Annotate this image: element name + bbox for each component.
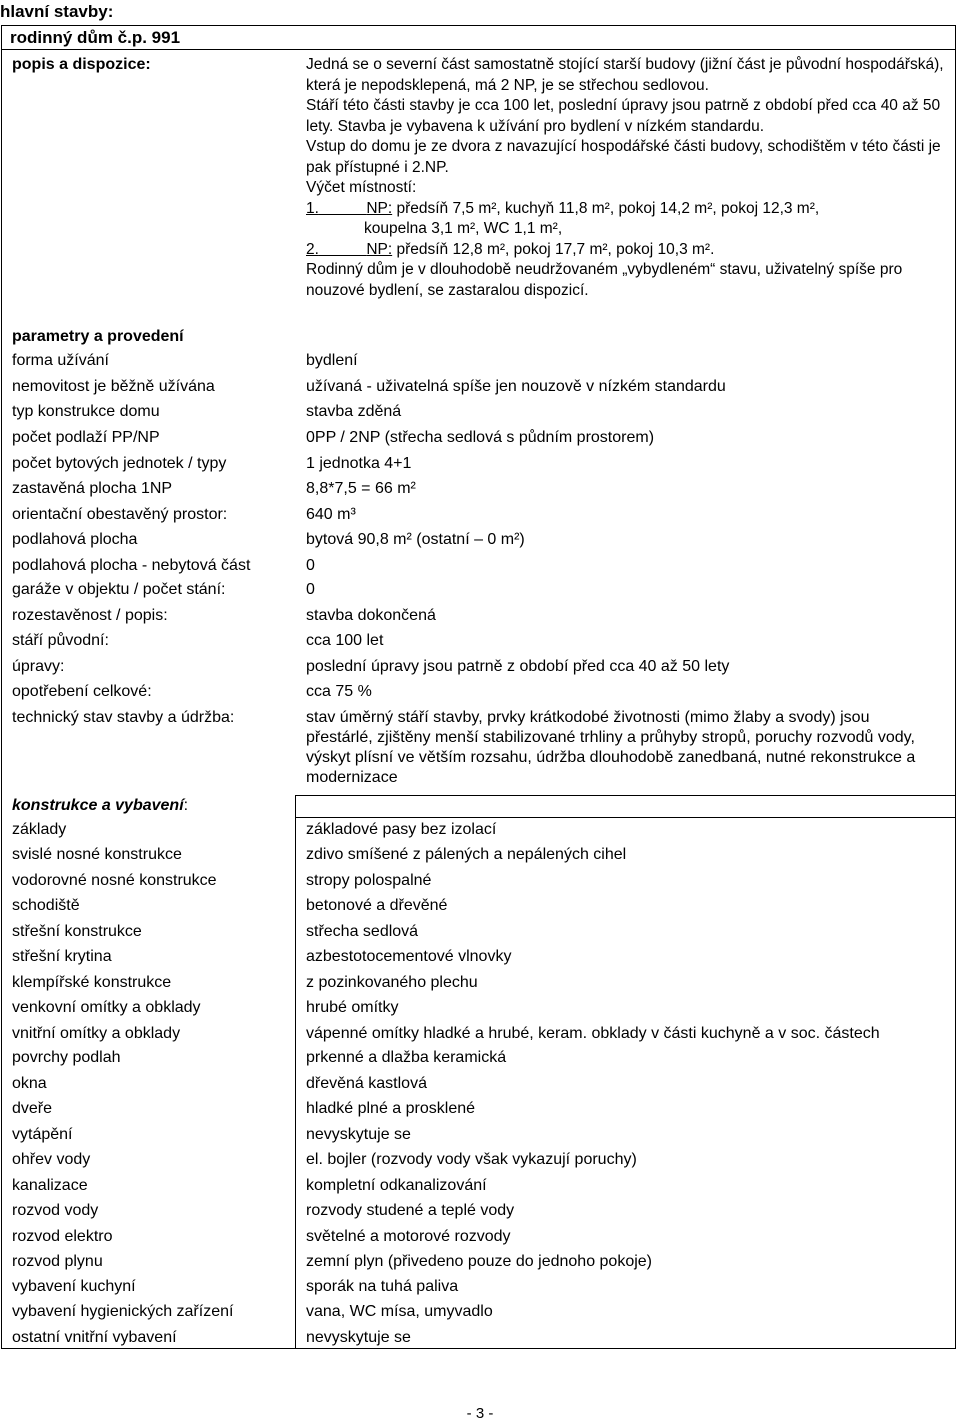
- konstrukce-label: ostatní vnitřní vybavení: [12, 1329, 177, 1346]
- konstrukce-value: kompletní odkanalizování: [306, 1177, 487, 1194]
- param-value: užívaná - uživatelná spíše jen nouzově v nízkém standardu: [306, 378, 726, 395]
- building-title: rodinný dům č.p. 991: [10, 28, 181, 47]
- floor-2-rooms: předsíň 12,8 m², pokoj 17,7 m², pokoj 10,3 m².: [396, 240, 715, 258]
- konstrukce-label: vnitřní omítky a obklady: [12, 1025, 181, 1042]
- param2-label: orientační obestavěný prostor:: [12, 506, 228, 523]
- popis-paragraph-2: Stáří této části stavby je cca 100 let, poslední úpravy jsou patrně z období před cca 40 až 50 lety. Stavba je vybavena k užívání pro bydlení v nízkém standardu.: [306, 97, 941, 135]
- param2-label: garáže v objektu / počet stání:: [12, 581, 226, 598]
- konstrukce-label: vytápění: [12, 1126, 73, 1143]
- param2-label: úpravy:: [12, 658, 65, 675]
- konstrukce-value: zdivo smíšené z pálených a nepálených cihel: [306, 846, 627, 863]
- tech-label: technický stav stavby a údržba:: [12, 709, 235, 726]
- param2-value: 1 jednotka 4+1: [306, 455, 412, 472]
- floor-2-label: NP:: [366, 240, 393, 258]
- param2-value: stavba dokončená: [306, 607, 436, 624]
- konstrukce-value: zemní plyn (přivedeno pouze do jednoho pokoje): [306, 1253, 653, 1270]
- konstrukce-label: střešní konstrukce: [12, 923, 142, 940]
- konstrukce-label: rozvod vody: [12, 1202, 99, 1219]
- popis-description: [306, 55, 946, 301]
- param-label: nemovitost je běžně užívána: [12, 378, 215, 395]
- konstrukce-label: dveře: [12, 1100, 53, 1117]
- popis-paragraph-3: Vstup do domu je ze dvora z navazující hospodářské části budovy, schodištěm v této části je pak přístupné i 2.NP.: [306, 138, 941, 176]
- konstrukce-value: rozvody studené a teplé vody: [306, 1202, 515, 1219]
- page-heading: hlavní stavby:: [0, 2, 114, 21]
- rooms-floor-1-cont: koupelna 3,1 m², WC 1,1 m²,: [364, 220, 563, 237]
- konstrukce-value: sporák na tuhá paliva: [306, 1278, 459, 1295]
- konstrukce-value: hrubé omítky: [306, 999, 399, 1016]
- konstrukce-value: vana, WC mísa, umyvadlo: [306, 1303, 493, 1320]
- param-value: 0PP / 2NP (střecha sedlová s půdním prostorem): [306, 429, 655, 446]
- konstrukce-value: základové pasy bez izolací: [306, 821, 497, 838]
- konstrukce-label: základy: [12, 821, 67, 838]
- param2-value: 8,8*7,5 = 66 m²: [306, 480, 416, 497]
- konstrukce-value: nevyskytuje se: [306, 1329, 411, 1346]
- param-label: forma užívání: [12, 352, 109, 369]
- konstrukce-label: kanalizace: [12, 1177, 88, 1194]
- param2-label: zastavěná plocha 1NP: [12, 480, 173, 497]
- konstrukce-value: střecha sedlová: [306, 923, 419, 940]
- konstrukce-label: schodiště: [12, 897, 80, 914]
- konstrukce-label: venkovní omítky a obklady: [12, 999, 201, 1016]
- konstrukce-value: hladké plné a prosklené: [306, 1100, 476, 1117]
- konstrukce-value: vápenné omítky hladké a hrubé, keram. obklady v části kuchyně a v soc. částech: [306, 1025, 880, 1042]
- param2-label: počet bytových jednotek / typy: [12, 455, 227, 472]
- floor-1-rooms: předsíň 7,5 m², kuchyň 11,8 m², pokoj 14,2 m², pokoj 12,3 m²,: [396, 199, 820, 217]
- konstrukce-label: okna: [12, 1075, 47, 1092]
- konstrukce-header-line: [295, 817, 956, 818]
- param2-value: 0: [306, 581, 315, 598]
- params-heading: parametry a provedení: [12, 328, 184, 345]
- konstrukce-value: el. bojler (rozvody vody však vykazují poruchy): [306, 1151, 637, 1168]
- konstrukce-value: stropy polospalné: [306, 872, 432, 889]
- tech-value: stav úměrný stáří stavby, prvky krátkodobé životnosti (mimo žlaby a svody) jsou přestárlé, zjištěny menší stabilizované trhliny a průhyby stropů, poruchy rozvodů vody, výskyt plísní ve větším rozsahu, údržba dlouhodobě zanedbaná, nutné rekonstrukce a modernizace: [306, 709, 916, 786]
- konstrukce-value: nevyskytuje se: [306, 1126, 411, 1143]
- rooms-heading: Výčet místností:: [306, 179, 417, 196]
- konstrukce-label: vodorovné nosné konstrukce: [12, 872, 217, 889]
- konstrukce-label: rozvod elektro: [12, 1228, 113, 1245]
- konstrukce-label: svislé nosné konstrukce: [12, 846, 182, 863]
- param2-label: rozestavěnost / popis:: [12, 607, 168, 624]
- rooms-floor-2: [306, 240, 946, 261]
- param2-value: cca 100 let: [306, 632, 384, 649]
- param2-value: 640 m³: [306, 506, 356, 523]
- konstrukce-value: z pozinkovaného plechu: [306, 974, 478, 991]
- param2-value: 0: [306, 557, 315, 574]
- param-label: typ konstrukce domu: [12, 403, 160, 420]
- konstrukce-value: prkenné a dlažba keramická: [306, 1049, 507, 1066]
- rooms-floor-1: [306, 199, 946, 220]
- param2-label: podlahová plocha - nebytová část: [12, 557, 251, 574]
- konstrukce-label: klempířské konstrukce: [12, 974, 172, 991]
- konstrukce-label: střešní krytina: [12, 948, 112, 965]
- konstrukce-label: vybavení kuchyní: [12, 1278, 136, 1295]
- konstrukce-label: rozvod plynu: [12, 1253, 103, 1270]
- param2-label: podlahová plocha: [12, 531, 138, 548]
- param2-label: stáří původní:: [12, 632, 109, 649]
- konstrukce-value: betonové a dřevěné: [306, 897, 448, 914]
- param2-value: bytová 90,8 m² (ostatní – 0 m²): [306, 531, 525, 548]
- konstrukce-value: světelné a motorové rozvody: [306, 1228, 511, 1245]
- konstrukce-label: ohřev vody: [12, 1151, 91, 1168]
- konstrukce-divider: [295, 795, 296, 1349]
- param2-label: opotřebení celkové:: [12, 683, 152, 700]
- param2-value: cca 75 %: [306, 683, 372, 700]
- popis-paragraph-5: Rodinný dům je v dlouhodobě neudržovaném „vybydleném“ stavu, uživatelný spíše pro nouzové bydlení, se zastaralou dispozicí.: [306, 261, 903, 299]
- param-label: počet podlaží PP/NP: [12, 429, 160, 446]
- floor-1-number: 1.: [306, 199, 319, 217]
- konstrukce-value: dřevěná kastlová: [306, 1075, 427, 1092]
- param-value: stavba zděná: [306, 403, 402, 420]
- floor-1-label: NP:: [366, 199, 393, 217]
- konstrukce-value: azbestotocementové vlnovky: [306, 948, 512, 965]
- popis-paragraph-1: Jedná se o severní část samostatně stojící starší budovy (jižní část je původní hospodářská), která je nepodsklepená, má 2 NP, je se střechou sedlovou.: [306, 56, 944, 94]
- konstrukce-heading: konstrukce a vybavení:: [12, 797, 189, 814]
- konstrukce-label: povrchy podlah: [12, 1049, 121, 1066]
- konstrukce-label: vybavení hygienických zařízení: [12, 1303, 234, 1320]
- popis-label: popis a dispozice:: [12, 56, 151, 73]
- page-number: - 3 -: [466, 1405, 494, 1422]
- floor-2-number: 2.: [306, 240, 319, 258]
- param2-value: poslední úpravy jsou patrně z období před cca 40 až 50 lety: [306, 658, 730, 675]
- konstrukce-top-line: [295, 795, 956, 796]
- param-value: bydlení: [306, 352, 358, 369]
